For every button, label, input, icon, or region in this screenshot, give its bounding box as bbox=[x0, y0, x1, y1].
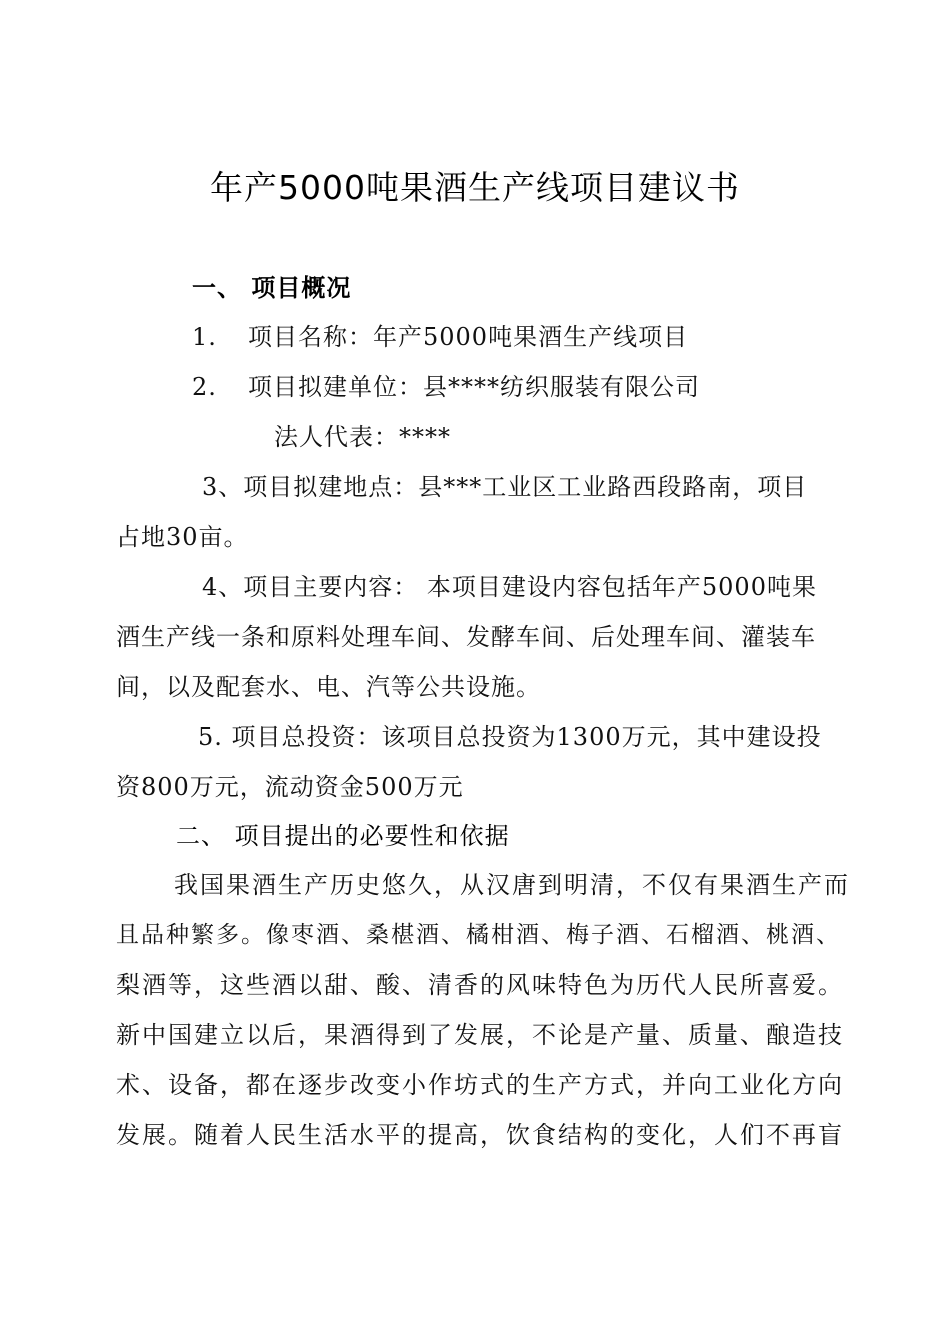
legal-representative: 法人代表：**** bbox=[274, 423, 451, 451]
item-4-content-line3: 间，以及配套水、电、汽等公共设施。 bbox=[116, 673, 541, 701]
section-heading-overview: 一、 项目概况 bbox=[192, 274, 352, 302]
paragraph-line: 发展。随着人民生活水平的提高，饮食结构的变化，人们不再盲 bbox=[116, 1121, 844, 1149]
section-heading-necessity: 二、 项目提出的必要性和依据 bbox=[176, 822, 510, 850]
paragraph-line: 我国果酒生产历史悠久，从汉唐到明清，不仅有果酒生产而 bbox=[174, 871, 850, 899]
paragraph-line: 梨酒等，这些酒以甜、酸、清香的风味特色为历代人民所喜爱。 bbox=[116, 971, 844, 999]
item-2-construction-unit: 项目拟建单位：县****纺织服装有限公司 bbox=[248, 373, 700, 401]
document-title: 年产5000吨果酒生产线项目建议书 bbox=[210, 168, 740, 207]
item-4-content-line2: 酒生产线一条和原料处理车间、发酵车间、后处理车间、灌装车 bbox=[116, 623, 816, 651]
item-1-project-name: 项目名称：年产5000吨果酒生产线项目 bbox=[248, 323, 689, 351]
paragraph-line: 术、设备，都在逐步改变小作坊式的生产方式，并向工业化方向 bbox=[116, 1071, 844, 1099]
item-3-location-line1: 3、项目拟建地点：县***工业区工业路西段路南，项目 bbox=[202, 473, 808, 501]
item-5-investment-line2: 资800万元，流动资金500万元 bbox=[116, 773, 464, 801]
item-3-location-line2: 占地30亩。 bbox=[116, 523, 249, 551]
item-5-investment-line1: 5. 项目总投资：该项目总投资为1300万元，其中建设投 bbox=[198, 723, 822, 751]
paragraph-line: 新中国建立以后，果酒得到了发展，不论是产量、质量、酿造技 bbox=[116, 1021, 844, 1049]
item-1-number: 1. bbox=[192, 323, 217, 351]
paragraph-line: 且品种繁多。像枣酒、桑椹酒、橘柑酒、梅子酒、石榴酒、桃酒、 bbox=[116, 922, 841, 948]
item-4-content-line1: 4、项目主要内容： 本项目建设内容包括年产5000吨果 bbox=[202, 573, 817, 601]
item-2-number: 2. bbox=[192, 373, 217, 401]
